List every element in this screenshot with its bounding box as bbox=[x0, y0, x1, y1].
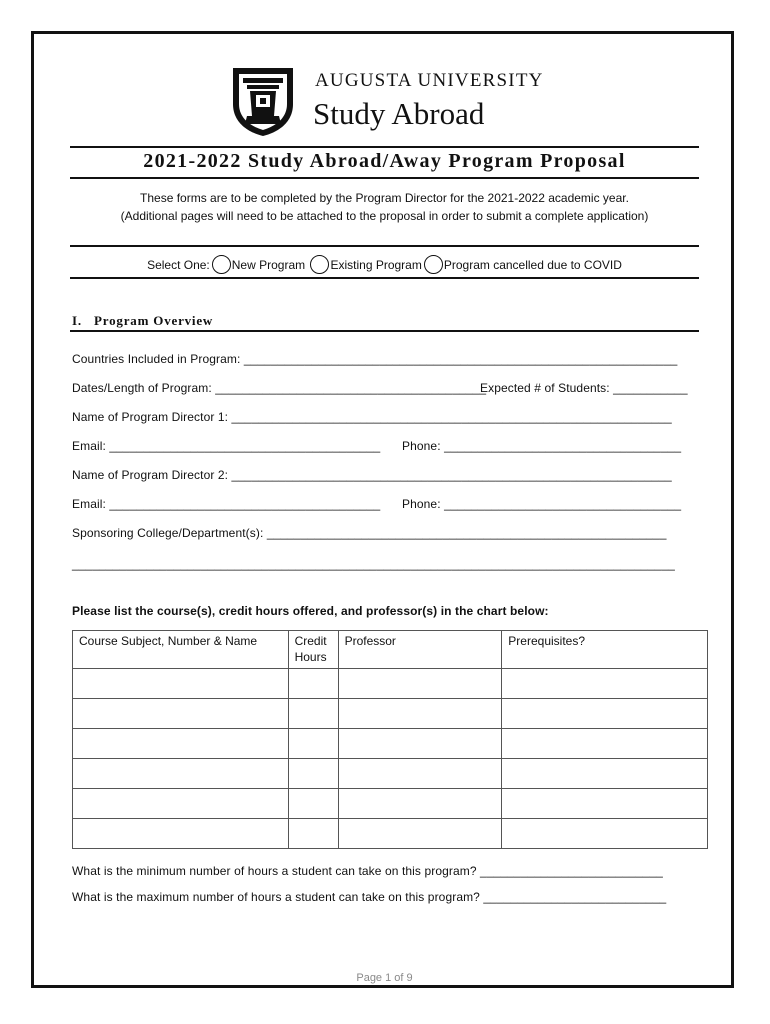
sponsoring-continuation-line[interactable]: _________________________________________________________________________________________ bbox=[72, 557, 675, 571]
professor-cell[interactable] bbox=[338, 759, 502, 789]
prerequisites-cell[interactable] bbox=[502, 789, 708, 819]
column-header-course: Course Subject, Number & Name bbox=[73, 631, 289, 669]
min-hours-field[interactable]: What is the minimum number of hours a student can take on this program? ___________________________ bbox=[72, 864, 663, 878]
department-name: Study Abroad bbox=[313, 96, 485, 131]
prerequisites-cell[interactable] bbox=[502, 699, 708, 729]
phone1-field[interactable]: Phone: ___________________________________ bbox=[402, 439, 682, 453]
program-type-selector bbox=[70, 254, 699, 274]
course-cell[interactable] bbox=[73, 669, 289, 699]
email2-field[interactable]: Email: ________________________________________ bbox=[72, 497, 381, 511]
expected-students-field[interactable]: Expected # of Students: ___________ bbox=[480, 381, 688, 395]
cancelled-covid-radio[interactable] bbox=[424, 255, 443, 274]
column-header-credit-hours: Credit Hours bbox=[288, 631, 338, 669]
dates-field[interactable]: Dates/Length of Program: ________________________________________ bbox=[72, 381, 487, 395]
section-heading-program-overview: I. Program Overview bbox=[72, 313, 214, 328]
course-cell[interactable] bbox=[73, 789, 289, 819]
countries-field[interactable]: Countries Included in Program: ________________________________________________________________ bbox=[72, 352, 678, 366]
prerequisites-cell[interactable] bbox=[502, 819, 708, 849]
table-row bbox=[73, 819, 708, 849]
course-cell[interactable] bbox=[73, 729, 289, 759]
select-one-label: Select One: bbox=[147, 257, 210, 272]
select-rule-bottom bbox=[70, 277, 699, 279]
form-title: 2021-2022 Study Abroad/Away Program Proposal bbox=[143, 150, 626, 172]
professor-cell[interactable] bbox=[338, 699, 502, 729]
director1-field[interactable]: Name of Program Director 1: _________________________________________________________________ bbox=[72, 410, 672, 424]
title-rule-top bbox=[70, 146, 699, 148]
section-rule bbox=[70, 330, 699, 332]
director2-field[interactable]: Name of Program Director 2: _________________________________________________________________ bbox=[72, 468, 672, 482]
university-tower-icon bbox=[229, 66, 297, 138]
credit-hours-cell[interactable] bbox=[288, 789, 338, 819]
university-name: AUGUSTA UNIVERSITY bbox=[315, 70, 544, 91]
existing-program-radio[interactable] bbox=[310, 255, 329, 274]
column-header-prerequisites: Prerequisites? bbox=[502, 631, 708, 669]
new-program-radio[interactable] bbox=[212, 255, 231, 274]
course-table bbox=[72, 630, 708, 849]
title-rule-bottom bbox=[70, 177, 699, 179]
select-rule-top bbox=[70, 245, 699, 247]
table-row bbox=[73, 699, 708, 729]
new-program-label: New Program bbox=[231, 257, 306, 272]
credit-hours-cell[interactable] bbox=[288, 669, 338, 699]
table-row bbox=[73, 759, 708, 789]
prerequisites-cell[interactable] bbox=[502, 729, 708, 759]
cancelled-covid-label: Program cancelled due to COVID bbox=[443, 257, 622, 272]
professor-cell[interactable] bbox=[338, 819, 502, 849]
prerequisites-cell[interactable] bbox=[502, 759, 708, 789]
professor-cell[interactable] bbox=[338, 789, 502, 819]
max-hours-field[interactable]: What is the maximum number of hours a student can take on this program? ___________________________ bbox=[72, 890, 667, 904]
course-table-header bbox=[73, 631, 708, 669]
phone2-field[interactable]: Phone: ___________________________________ bbox=[402, 497, 682, 511]
credit-hours-cell[interactable] bbox=[288, 819, 338, 849]
column-header-professor: Professor bbox=[338, 631, 502, 669]
sponsoring-field[interactable]: Sponsoring College/Department(s): ___________________________________________________________ bbox=[72, 526, 667, 540]
course-cell[interactable] bbox=[73, 819, 289, 849]
page-number: Page 1 of 9 bbox=[356, 972, 413, 984]
intro-line-1: These forms are to be completed by the Program Director for the 2021-2022 academic year. bbox=[140, 191, 629, 205]
existing-program-label: Existing Program bbox=[330, 257, 422, 272]
professor-cell[interactable] bbox=[338, 669, 502, 699]
course-cell[interactable] bbox=[73, 759, 289, 789]
credit-hours-cell[interactable] bbox=[288, 699, 338, 729]
table-row bbox=[73, 789, 708, 819]
table-row bbox=[73, 669, 708, 699]
prerequisites-cell[interactable] bbox=[502, 669, 708, 699]
table-row bbox=[73, 729, 708, 759]
course-cell[interactable] bbox=[73, 699, 289, 729]
course-instructions: Please list the course(s), credit hours offered, and professor(s) in the chart below: bbox=[72, 604, 549, 618]
professor-cell[interactable] bbox=[338, 729, 502, 759]
credit-hours-cell[interactable] bbox=[288, 729, 338, 759]
email1-field[interactable]: Email: ________________________________________ bbox=[72, 439, 381, 453]
intro-line-2: (Additional pages will need to be attached to the proposal in order to submit a complete application) bbox=[120, 209, 649, 223]
credit-hours-cell[interactable] bbox=[288, 759, 338, 789]
